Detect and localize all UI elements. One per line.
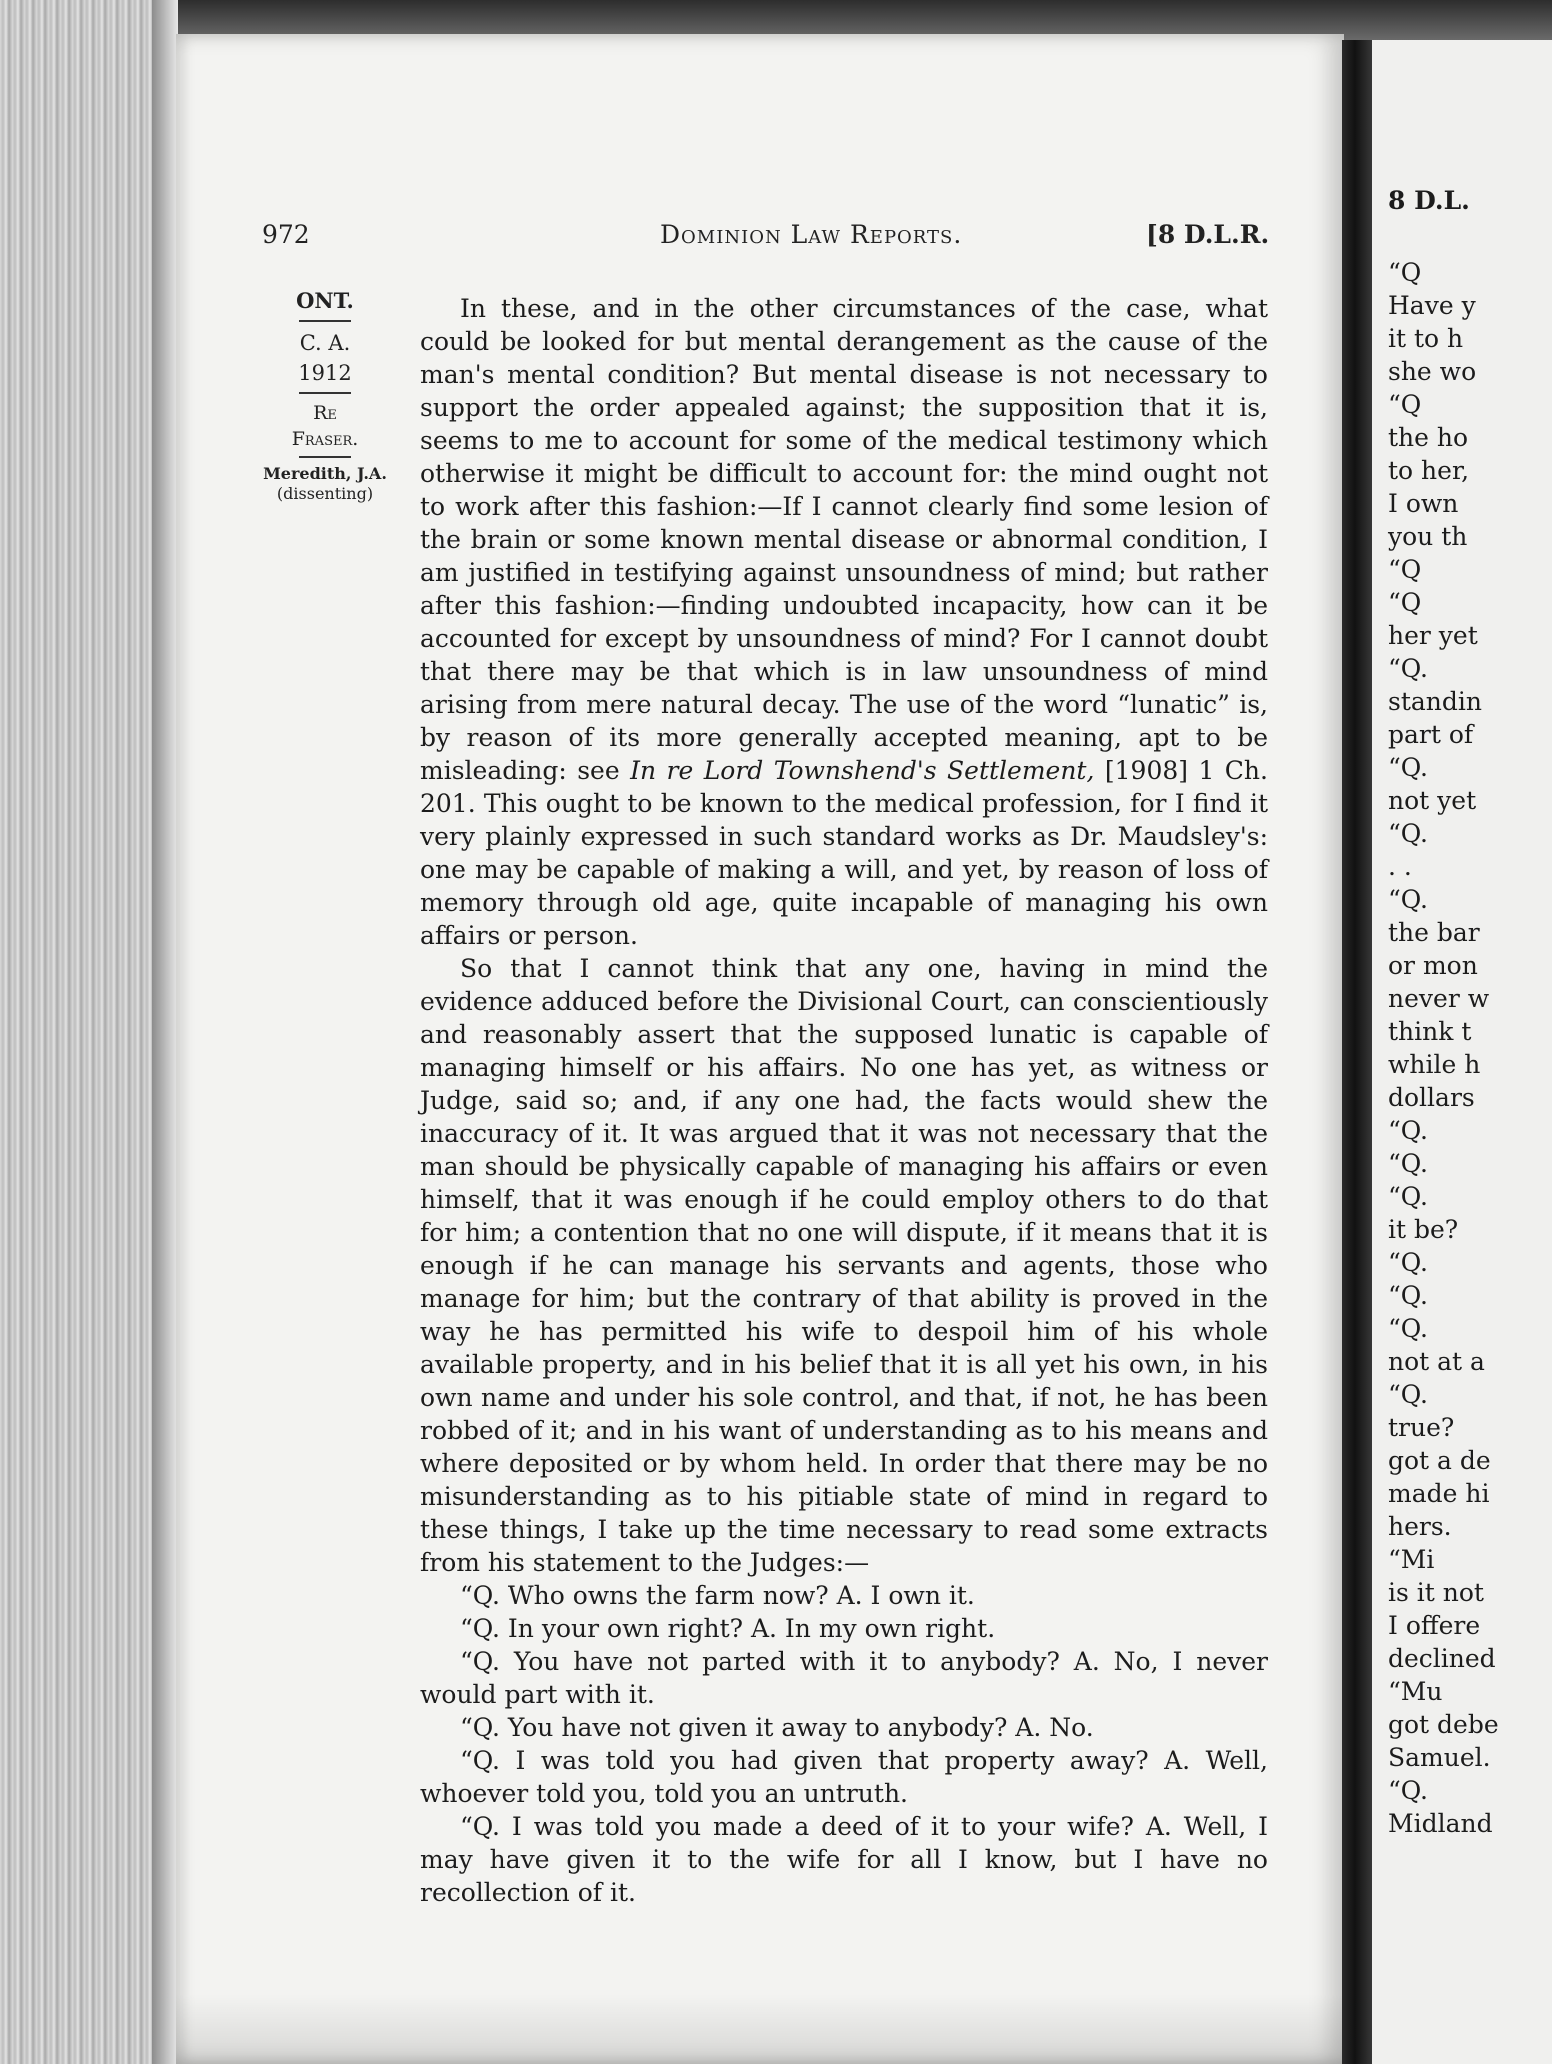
margin-jurisdiction: ONT. <box>296 288 354 313</box>
next-page-line: “Q. <box>1388 753 1428 782</box>
next-page-line: you th <box>1388 522 1468 551</box>
left-page <box>176 34 1344 2064</box>
next-page-line: “Q. <box>1388 1149 1428 1178</box>
next-page-line: “Q <box>1388 390 1422 419</box>
next-page-line: to her, <box>1388 456 1470 485</box>
next-page-line: the bar <box>1388 918 1480 947</box>
paragraph-2: So that I cannot think that any one, having in mind the evidence adduced before the Divisional Court, can conscientiously and reasonably assert that the supposed lunatic is capable of managing himself or his affairs. No one has yet, as witness or Judge, said so; and, if any one had, the facts would shew the inaccuracy of it. It was argued that it was not necessary that the man should be physically capable of managing his affairs or even himself, that it was enough if he could employ others to do that for him; a contention that no one will dispute, if it means that it is enough if he can manage his servants and agents, those who manage for him; but the contrary of that ability is proved in the way he has permitted his wife to despoil him of his whole available property, and in his belief that it is all yet his own, in his own name and under his sole control, and that, if not, he has been robbed of it; and in his want of understanding as to his means and where deposited or by whom held. In order that there may be no misunderstanding as to his pitiable state of mind in regard to these things, I take up the time necessary to read some extracts from his statement to the Judges:— <box>420 954 1268 1577</box>
margin-rule <box>299 456 351 458</box>
testimony-q1: “Q. Who owns the farm now? A. I own it. <box>460 1581 975 1610</box>
next-page-line: I own <box>1388 489 1459 518</box>
book-gutter <box>1342 40 1374 2064</box>
next-page-line: her yet <box>1388 621 1478 650</box>
margin-case-line1: Re <box>313 402 337 424</box>
paragraph-1-end: [1908] 1 Ch. 201. This ought to be known to the medical profession, for I find it very plainly expressed in such standard works as Dr. Maudsley's: one may be capable of making a will, and yet, by reason of loss of memory through old age, quite incapable of managing his own affairs or person. <box>420 756 1268 950</box>
next-page-line: while h <box>1388 1050 1481 1079</box>
next-page-line: “Q. <box>1388 1248 1428 1277</box>
next-page-line: . . <box>1388 852 1412 881</box>
testimony-q2: “Q. In your own right? A. In my own right. <box>460 1614 996 1643</box>
testimony-q6: “Q. I was told you made a deed of it to your wife? A. Well, I may have given it to the wife for all I know, but I have no recollection of it. <box>420 1812 1268 1907</box>
book-page-edges <box>0 0 178 2064</box>
margin-case-line2: Fraser. <box>291 428 359 450</box>
next-page-line: “Q. <box>1388 1182 1428 1211</box>
running-title: Dominion Law Reports. <box>660 220 963 249</box>
next-page-line: “Q. <box>1388 1116 1428 1145</box>
next-page-line: “Q. <box>1388 819 1428 848</box>
next-page-line: “Q. <box>1388 1281 1428 1310</box>
testimony-q3: “Q. You have not parted with it to anybody? A. No, I never would part with it. <box>420 1647 1268 1709</box>
next-page-line: declined <box>1388 1644 1496 1673</box>
next-page-line: “Q <box>1388 588 1422 617</box>
next-page-line: she wo <box>1388 357 1477 386</box>
next-page-line: hers. <box>1388 1512 1452 1541</box>
next-page-line: true? <box>1388 1413 1455 1442</box>
next-page-line: dollars <box>1388 1083 1475 1112</box>
next-page-line: made hi <box>1388 1479 1490 1508</box>
next-page-line: I offere <box>1388 1611 1481 1640</box>
next-page-line: the ho <box>1388 423 1469 452</box>
next-page-line: Have y <box>1388 291 1476 320</box>
next-page-line: “Q <box>1388 555 1422 584</box>
page-header <box>176 220 1344 260</box>
next-page-line: got a de <box>1388 1446 1491 1475</box>
paragraph-1-text: In these, and in the other circumstances of the case, what could be looked for but mental derangement as the cause of the man's mental condition? But mental disease is not necessary to support the order appealed against; the supposition that it is, seems to me to account for some of the medical testimony which otherwise it might be difficult to account for: the mind ought not to work after this fashion:—If I cannot clearly find some lesion of the brain or some known mental disease or abnormal condition, I am justified in testifying against unsoundness of mind; but rather after this fashion:—finding undoubted incapacity, how can it be accounted for except by unsoundness of mind? For I cannot doubt that there may be that which is in law unsoundness of mind arising from mere natural decay. The use of the word “lunatic” is, by reason of its more generally accepted meaning, apt to be misleading: see <box>420 294 1268 785</box>
next-page-line: is it not <box>1388 1578 1484 1607</box>
next-page-line: not at a <box>1388 1347 1485 1376</box>
next-page-line: not yet <box>1388 786 1477 815</box>
next-page-line: it be? <box>1388 1215 1459 1244</box>
next-page-line: Midland <box>1388 1809 1493 1838</box>
next-page-line: think t <box>1388 1017 1472 1046</box>
next-page-line: “Q. <box>1388 1314 1428 1343</box>
case-citation: In re Lord Townshend's Settlement, <box>630 756 1095 785</box>
next-page-line: “Mi <box>1388 1545 1435 1574</box>
margin-rule <box>299 392 351 394</box>
page-number: 972 <box>262 220 310 249</box>
body-text <box>420 292 1268 1909</box>
next-page-header: 8 D.L. <box>1388 186 1470 215</box>
next-page-line: “Q. <box>1388 885 1428 914</box>
next-page-line: part of <box>1388 720 1474 749</box>
margin-rule <box>299 320 351 322</box>
paragraph-1 <box>420 292 1268 952</box>
margin-year: 1912 <box>298 361 352 385</box>
next-page-line: or mon <box>1388 951 1478 980</box>
next-page-fragment <box>1372 40 1552 2064</box>
next-page-line: Samuel. <box>1388 1743 1491 1772</box>
testimony-q4: “Q. You have not given it away to anybody? A. No. <box>460 1713 1094 1742</box>
next-page-line: “Q <box>1388 258 1422 287</box>
testimony-q5: “Q. I was told you had given that property away? A. Well, whoever told you, told you an untruth. <box>420 1746 1268 1808</box>
margin-notes <box>262 286 388 504</box>
margin-judge-note: (dissenting) <box>276 484 374 503</box>
next-page-line: got debe <box>1388 1710 1499 1739</box>
margin-court: C. A. <box>299 331 351 355</box>
next-page-line: never w <box>1388 984 1490 1013</box>
next-page-line: “Q. <box>1388 654 1428 683</box>
next-page-line: “Q. <box>1388 1380 1428 1409</box>
margin-judge: Meredith, J.A. <box>263 464 387 483</box>
next-page-line: “Mu <box>1388 1677 1443 1706</box>
volume-reference: [8 D.L.R. <box>1146 220 1270 249</box>
next-page-line: standin <box>1388 687 1482 716</box>
page-bottom-shadow <box>176 1994 1344 2064</box>
next-page-line: it to h <box>1388 324 1464 353</box>
next-page-line: “Q. <box>1388 1776 1428 1805</box>
